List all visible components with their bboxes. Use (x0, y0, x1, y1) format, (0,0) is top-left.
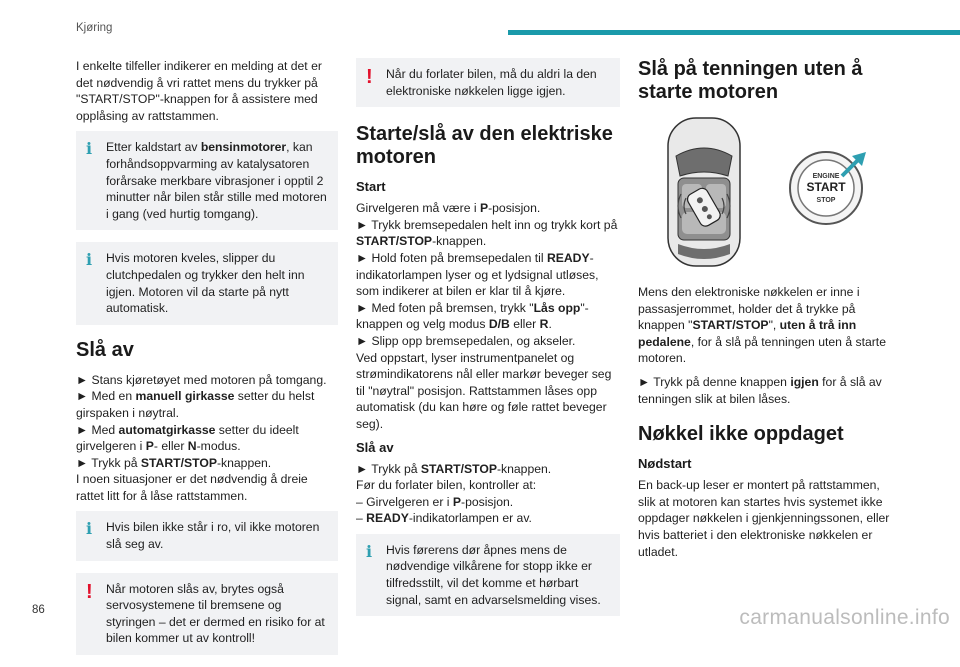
info-icon: i (86, 519, 93, 539)
text-bold: manuell girkasse (135, 389, 235, 404)
paragraph: Før du forlater bilen, kontroller at: (356, 478, 537, 493)
step (356, 461, 620, 478)
text: -indikatorlampen er av. (408, 511, 532, 526)
text: . (548, 317, 552, 332)
engine-start-stop-button-icon (790, 152, 866, 224)
note-text: Hvis bilen ikke står i ro, vil ikke motoren slå seg av. (106, 520, 320, 552)
car-key-illustration (638, 114, 900, 272)
text: -knappen. (216, 455, 272, 470)
text-bold: uten å trå inn pedalene (638, 318, 857, 349)
text-bold: P (145, 439, 154, 454)
text-bold: START/STOP (140, 455, 217, 470)
heading-key-not-detected: Nøkkel ikke oppdaget (638, 423, 844, 446)
text-bold: P (479, 201, 489, 216)
text: Girvelgeren må være i (356, 201, 480, 216)
text: -posisjon. (488, 201, 541, 216)
text: – (356, 511, 367, 526)
step: ► Stans kjøretøyet med motoren på tomgang. (76, 372, 327, 387)
button-label-start: START (806, 180, 846, 194)
text: ► Med foten på bremsen, trykk " (356, 300, 534, 315)
header-accent-bar (508, 30, 960, 35)
info-icon: i (366, 541, 373, 561)
step (638, 374, 900, 407)
warning-icon: ! (366, 66, 373, 88)
text: -indikatorlampen lyser og et lydsignal utløses, som indikerer at bilen er klar til å kjøre. (356, 250, 599, 299)
text: setter du helst girspaken i nøytral. (76, 389, 315, 420)
step (76, 455, 338, 472)
text-bold: D/B (488, 317, 510, 332)
text: – Girvelgeren er i (356, 494, 453, 509)
text: ", (768, 318, 780, 333)
text-bold: igjen (790, 374, 819, 389)
text: ► Med en (76, 389, 136, 404)
paragraph (638, 284, 900, 367)
heading-switch-off: Slå av (76, 338, 134, 361)
info-note-not-stationary (76, 511, 338, 560)
text: - eller (153, 439, 188, 454)
note-text: Hvis førerens dør åpnes mens de nødvendige vilkårene for stopp ikke er tilfredsstilt, vil det komme et hørbart signal, samt en advarselsmelding vises. (386, 542, 601, 607)
intro-line: I enkelte tilfeller indikerer en melding at det er (76, 59, 322, 73)
column-left (76, 58, 338, 667)
text: -knappen. (432, 234, 487, 249)
paragraph: Ved oppstart, lyser instrumentpanelet og strømindikatorens nål eller markør beveger seg til "nøytral" posisjon. Rattstammen låses opp automatisk (du kan høre og føle rattet beveger seg). (356, 350, 612, 431)
step (356, 217, 620, 250)
text: ► Trykk bremsepedalen helt inn og trykk kort på (356, 217, 618, 232)
text-bold: N (187, 439, 197, 454)
illustration-car-and-button (638, 114, 900, 272)
intro-paragraph (76, 58, 338, 124)
button-label-stop: STOP (816, 197, 836, 204)
text: Mens den elektroniske nøkkelen er inne i passasjerrommet, holder det å trykke på knappen " (638, 285, 860, 333)
info-icon: i (86, 139, 93, 159)
warning-icon: ! (86, 580, 93, 603)
warning-note-key (356, 58, 620, 107)
subheading-emergency-start: Nødstart (638, 456, 692, 472)
text: eller (509, 317, 540, 332)
step (356, 300, 620, 333)
step: ► Slipp opp bremsepedalen, og akseler. (356, 333, 576, 348)
text: "-knappen og velg modus (356, 300, 589, 332)
text-bold: START/STOP (356, 234, 433, 249)
step (76, 422, 338, 455)
list-item (356, 494, 620, 511)
text-bold: READY (546, 250, 590, 265)
subheading-start: Start (356, 179, 386, 195)
button-label-engine: ENGINE (812, 173, 840, 180)
paragraph: En back-up leser er montert på rattstammen, slik at motoren kan startes hvis systemet ikke oppdager nøkkelen i gjenkjenningssonen, eller hvis batteriet i den elektroniske nøkkelen er utladet. (638, 478, 890, 559)
warning-note-servo (76, 573, 338, 655)
text-bold: bensinmotorer (200, 140, 287, 155)
subheading-switch-off: Slå av (356, 439, 394, 455)
paragraph: I noen situasjoner er det nødvendig å dreie rattet litt for å låse rattstammen. (76, 472, 308, 503)
note-text (106, 139, 330, 222)
text: , for å slå på tenningen uten å starte motoren. (638, 334, 886, 366)
info-note-stall (76, 242, 338, 324)
text: ► Trykk på (76, 455, 141, 470)
column-middle (356, 58, 620, 628)
page-number: 86 (32, 604, 45, 616)
text: ► Hold foten på bremsepedalen til (356, 250, 547, 265)
warning-text: Når motoren slås av, brytes også servosystemene til bremsene og styringen – det er dermed en risiko for at bilen kommer ut av kontroll! (106, 581, 325, 646)
info-icon: i (86, 250, 93, 270)
watermark: carmanualsonline.info (739, 606, 950, 629)
text-bold: READY (366, 511, 409, 526)
intro-line: "START/STOP"-knappen for å assistere med (76, 92, 318, 107)
text: setter du ideelt girvelgeren i (76, 422, 299, 454)
text-bold: START/STOP (692, 318, 769, 333)
intro-line: det nødvendig å vri rattet mens du trykker på (76, 75, 318, 90)
text: ► Med (76, 422, 119, 437)
info-note-driver-door (356, 534, 620, 616)
heading-start-electric: Starte/slå av den elektriske motoren (356, 123, 613, 169)
warning-text: Når du forlater bilen, må du aldri la den elektroniske nøkkelen ligge igjen. (386, 67, 597, 98)
text: ► Trykk på denne knappen (638, 374, 791, 389)
paragraph (356, 200, 620, 217)
text-bold: R (539, 317, 549, 332)
text: -posisjon. (461, 494, 514, 509)
step (76, 388, 338, 421)
info-note-catalyst (76, 131, 338, 230)
text: -modus. (196, 439, 241, 454)
text: -knappen. (496, 461, 552, 476)
note-text: Hvis motoren kveles, slipper du clutchpedalen og trykker den helt inn igjen. Motoren vil da starte på nytt automatisk. (106, 251, 305, 316)
text: Etter kaldstart av (106, 140, 201, 155)
text: for å slå av tenningen slik at bilen låses. (638, 374, 882, 406)
heading-ignition-on: Slå på tenningen uten å starte motoren (638, 58, 863, 103)
text-bold: Lås opp (533, 300, 581, 315)
text-bold: P (452, 494, 462, 509)
text-bold: START/STOP (420, 461, 497, 476)
text: ► Trykk på (356, 461, 421, 476)
text-bold: automatgirkasse (118, 422, 216, 437)
list-item (356, 510, 620, 527)
header-section-title: Kjøring (76, 22, 113, 34)
intro-line: opplåsing av rattstammen. (76, 108, 219, 123)
text: , kan forhåndsoppvarming av katalysatoren forårsake merkbare vibrasjoner i opptil 2 minutter når bilen står stille med motoren i gang (ved hurtig tomgang). (106, 140, 327, 221)
column-right (638, 58, 900, 567)
step (356, 250, 620, 300)
